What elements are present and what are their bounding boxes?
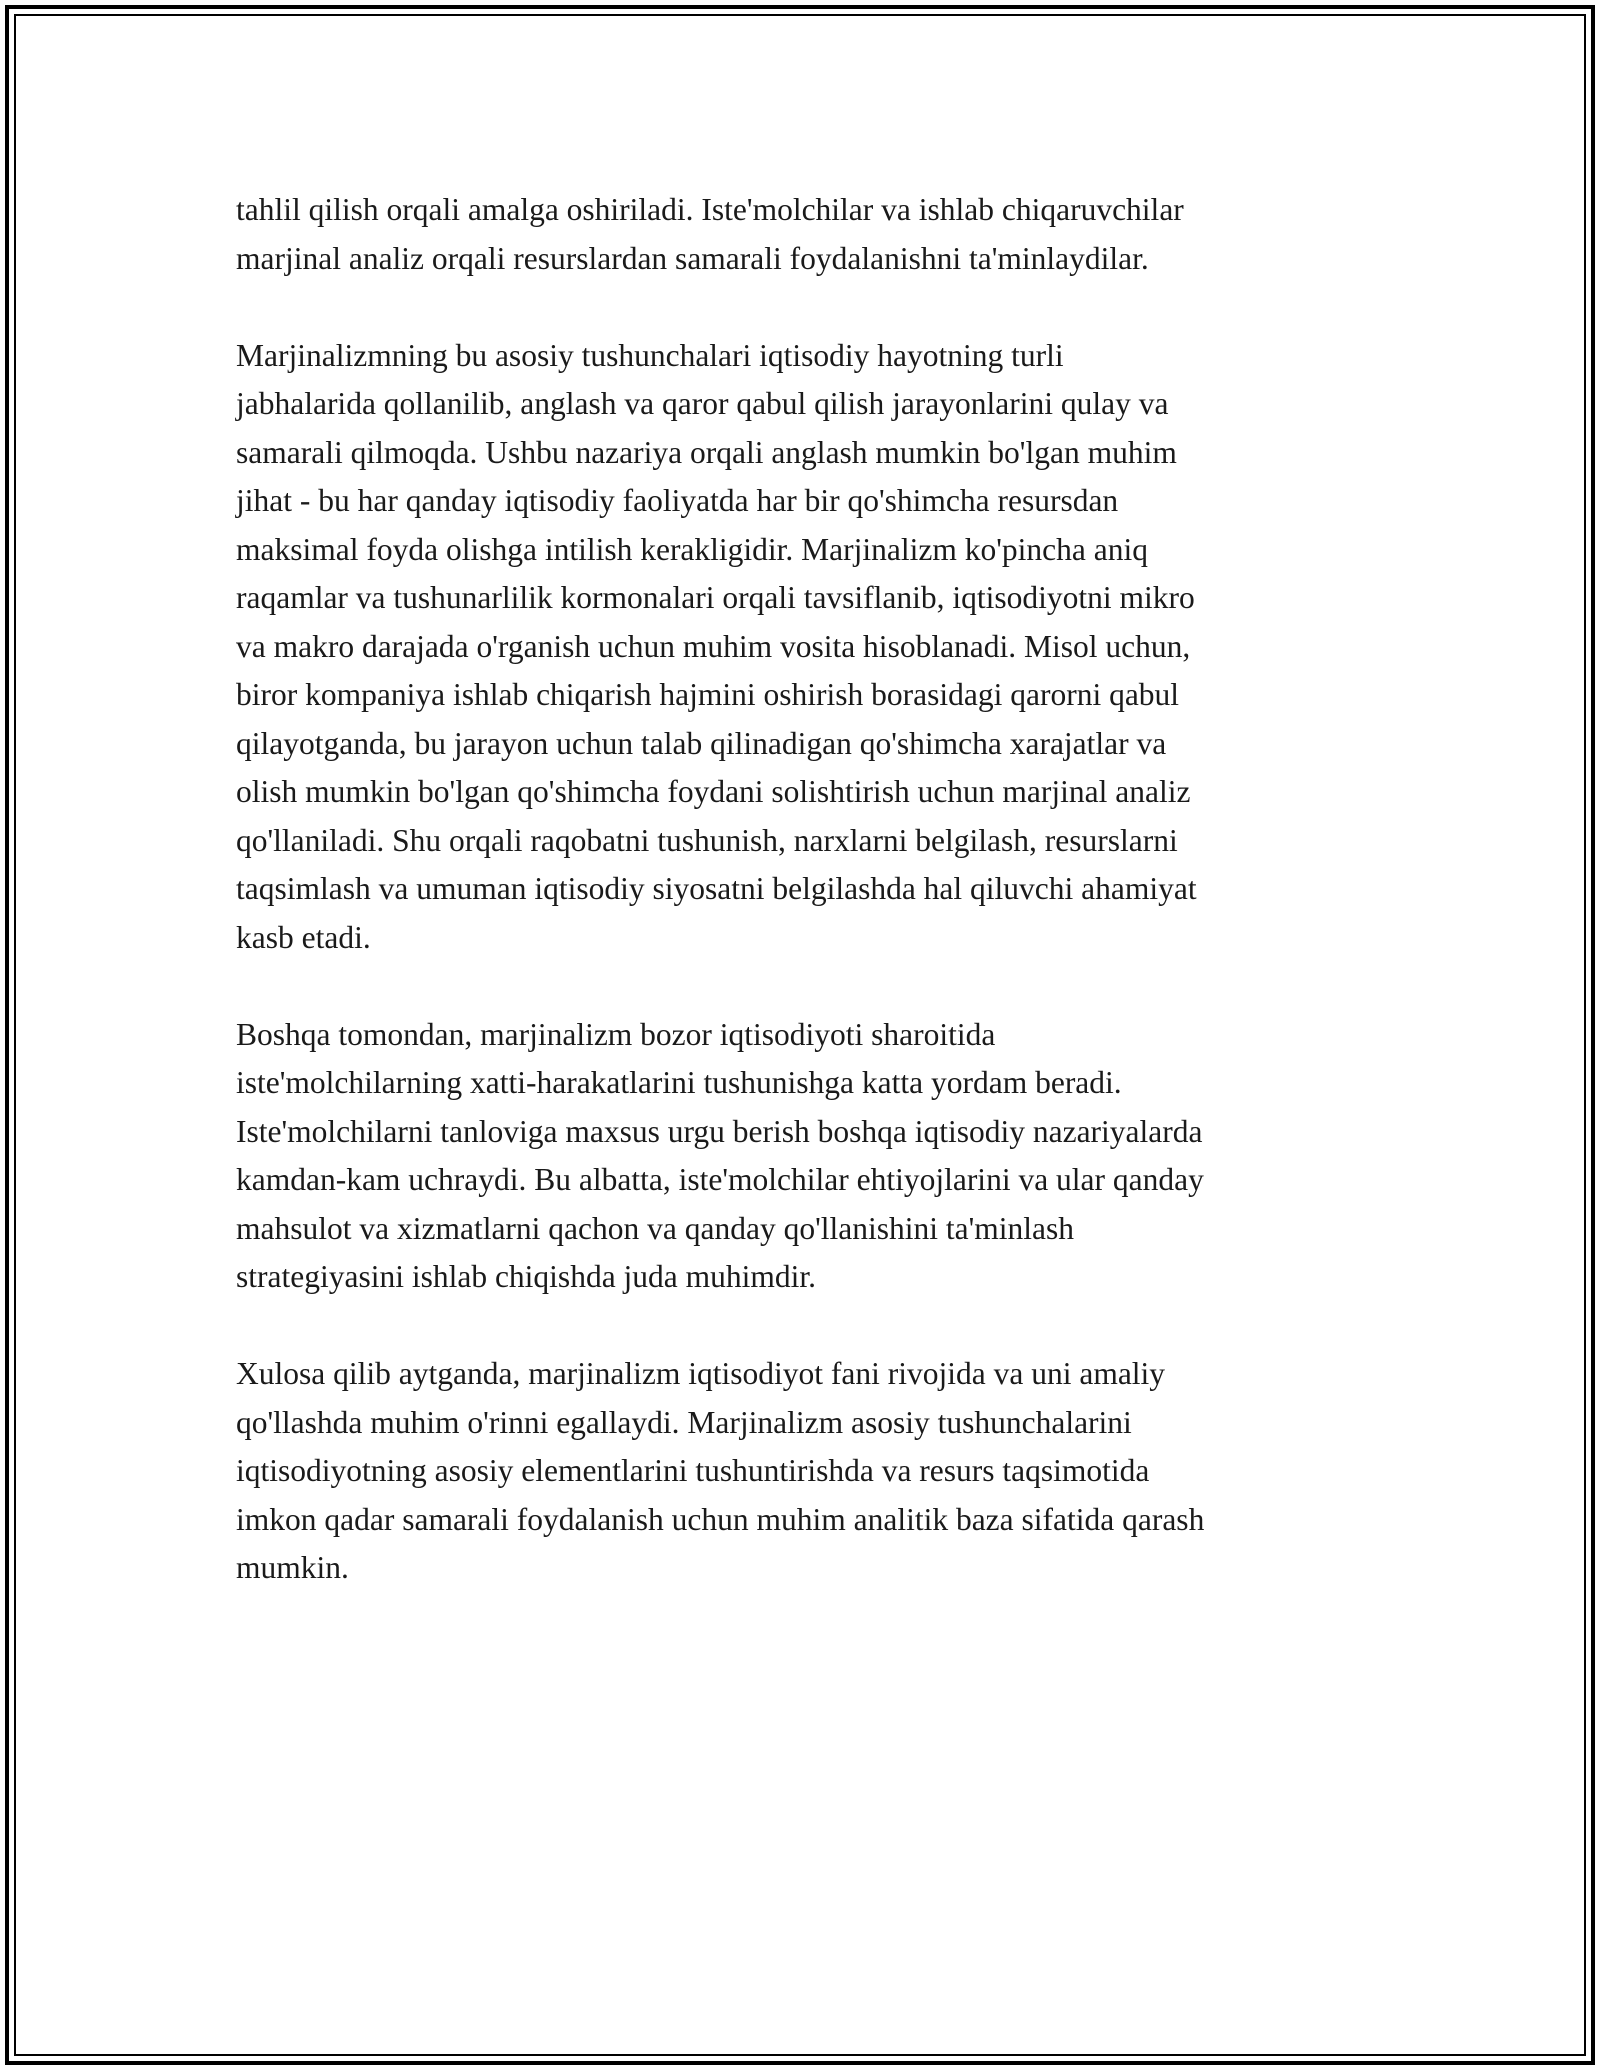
- paragraph-4: Xulosa qilib aytganda, marjinalizm iqtisodiyot fani rivojida va uni amaliy qo'llashda muhim o'rinni egallaydi. Marjinalizm asosiy tushunchalarini iqtisodiyotning asosiy elementlarini tushuntirishda va resurs taqsimotida imkon qadar samarali foydalanish uchun muhim analitik baza sifatida qarash mumkin.: [236, 1356, 1205, 1585]
- paragraph-3: Boshqa tomondan, marjinalizm bozor iqtisodiyoti sharoitida iste'molchilarning xatti-harakatlarini tushunishga katta yordam beradi. Iste'molchilarni tanloviga maxsus urgu berish boshqa iqtisodiy nazariyalarda kamdan-kam uchraydi. Bu albatta, iste'molchilar ehtiyojlarini va ular qanday mahsulot va xizmatlarni qachon va qanday qo'llanishini ta'minlash strategiyasini ishlab chiqishda juda muhimdir.: [236, 1016, 1204, 1294]
- document-body: [236, 186, 1366, 1641]
- paragraph-1: tahlil qilish orqali amalga oshiriladi. Iste'molchilar va ishlab chiqaruvchilar marjinal analiz orqali resurslardan samarali foydalanishni ta'minlaydilar.: [236, 192, 1184, 276]
- paragraph-2: Marjinalizmning bu asosiy tushunchalari iqtisodiy hayotning turli jabhalarida qollanilib, anglash va qaror qabul qilish jarayonlarini qulay va samarali qilmoqda. Ushbu nazariya orqali anglash mumkin bo'lgan muhim jihat - bu har qanday iqtisodiy faoliyatda har bir qo'shimcha resursdan maksimal foyda olishga intilish kerakligidir. Marjinalizm ko'pincha aniq raqamlar va tushunarlilik kormonalari orqali tavsiflanib, iqtisodiyotni mikro va makro darajada o'rganish uchun muhim vosita hisoblanadi. Misol uchun, biror kompaniya ishlab chiqarish hajmini oshirish borasidagi qarorni qabul qilayotganda, bu jarayon uchun talab qilinadigan qo'shimcha xarajatlar va olish mumkin bo'lgan qo'shimcha foydani solishtirish uchun marjinal analiz qo'llaniladi. Shu orqali raqobatni tushunish, narxlarni belgilash, resurslarni taqsimlash va umuman iqtisodiy siyosatni belgilashda hal qiluvchi ahamiyat kasb etadi.: [236, 337, 1197, 955]
